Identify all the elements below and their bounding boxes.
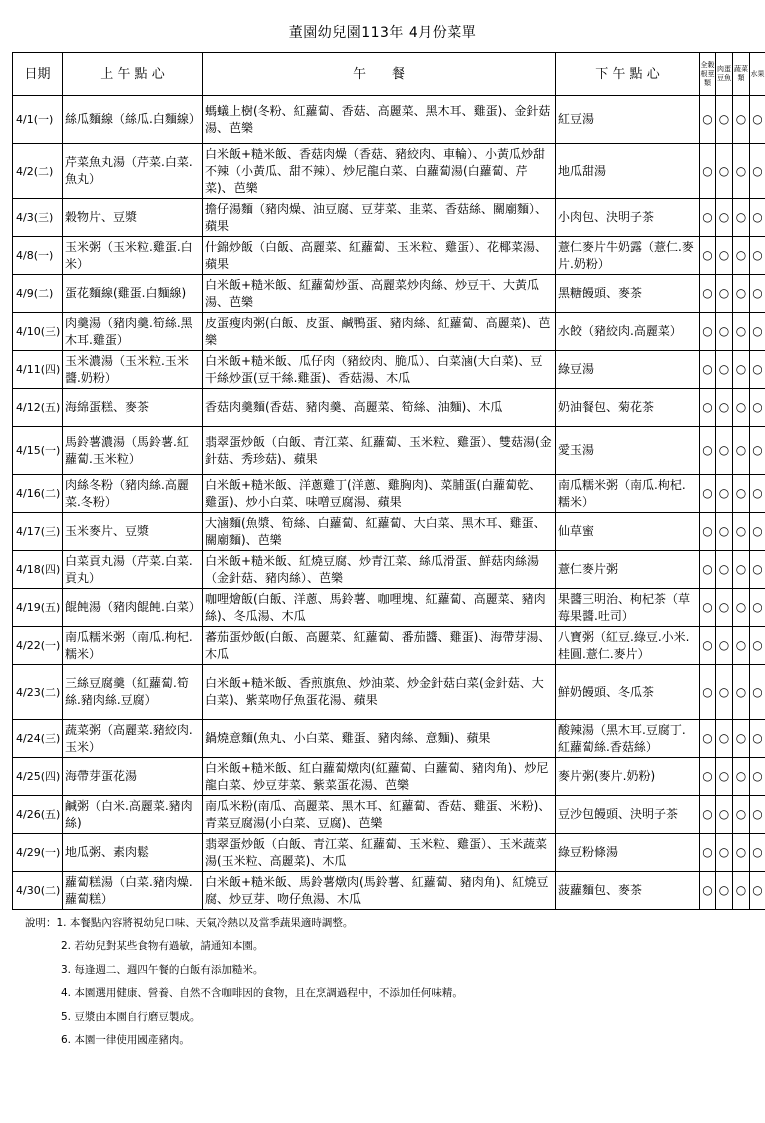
fruit-mark: ○: [750, 237, 765, 275]
menu-body: [13, 96, 765, 910]
fruit-mark: ○: [750, 627, 765, 665]
date-cell: 4/18(四): [13, 551, 63, 589]
morning-snack-cell: 地瓜粥、素肉鬆: [63, 834, 203, 872]
vegetables-mark: ○: [733, 96, 750, 144]
table-row: [13, 275, 765, 313]
table-row: [13, 589, 765, 627]
lunch-cell: 皮蛋瘦肉粥(白飯、皮蛋、鹹鴨蛋、豬肉絲、紅蘿蔔、高麗菜)、芭樂: [203, 313, 556, 351]
vegetables-mark: ○: [733, 199, 750, 237]
protein-mark: ○: [716, 313, 733, 351]
morning-snack-cell: 三絲豆腐羹（紅蘿蔔.筍絲.豬肉絲.豆腐）: [63, 665, 203, 720]
fruit-mark: ○: [750, 834, 765, 872]
protein-mark: ○: [716, 199, 733, 237]
protein-mark: ○: [716, 475, 733, 513]
grains-mark: ○: [700, 237, 716, 275]
table-row: [13, 96, 765, 144]
date-cell: 4/10(三): [13, 313, 63, 351]
date-cell: 4/3(三): [13, 199, 63, 237]
header-afternoon-snack: 下 午 點 心: [556, 53, 700, 96]
date-cell: 4/23(二): [13, 665, 63, 720]
grains-mark: ○: [700, 144, 716, 199]
grains-mark: ○: [700, 389, 716, 427]
afternoon-snack-cell: 薏仁麥片粥: [556, 551, 700, 589]
table-row: [13, 665, 765, 720]
lunch-cell: 白米飯+糙米飯、紅燒豆腐、炒青江菜、絲瓜滑蛋、鮮菇肉絲湯（金針菇、豬肉絲）、芭樂: [203, 551, 556, 589]
lunch-cell: 鍋燒意麵(魚丸、小白菜、雞蛋、豬肉絲、意麵)、蘋果: [203, 720, 556, 758]
header-morning-snack: 上 午 點 心: [63, 53, 203, 96]
fruit-mark: ○: [750, 551, 765, 589]
header-fruit: 水果: [750, 53, 765, 96]
morning-snack-cell: 玉米粥（玉米粒.雞蛋.白米）: [63, 237, 203, 275]
lunch-cell: 白米飯+糙米飯、香菇肉燥（香菇、豬絞肉、車輪）、小黃瓜炒甜不辣（小黃瓜、甜不辣）、炒尼龍白菜、白蘿蔔湯(白蘿蔔、芹菜)、芭樂: [203, 144, 556, 199]
protein-mark: ○: [716, 589, 733, 627]
vegetables-mark: ○: [733, 589, 750, 627]
morning-snack-cell: 穀物片、豆漿: [63, 199, 203, 237]
fruit-mark: ○: [750, 475, 765, 513]
header-protein: 肉蛋豆魚: [716, 53, 733, 96]
morning-snack-cell: 蘿蔔糕湯（白菜.豬肉燥.蘿蔔糕）: [63, 872, 203, 910]
protein-mark: ○: [716, 96, 733, 144]
fruit-mark: ○: [750, 589, 765, 627]
vegetables-mark: ○: [733, 627, 750, 665]
lunch-cell: 咖哩燴飯(白飯、洋蔥、馬鈴薯、咖哩塊、紅蘿蔔、高麗菜、豬肉絲)、冬瓜湯、木瓜: [203, 589, 556, 627]
lunch-cell: 白米飯+糙米飯、瓜仔肉（豬絞肉、脆瓜）、白菜滷(大白菜)、豆干絲炒蛋(豆干絲.雞蛋)、香菇湯、木瓜: [203, 351, 556, 389]
afternoon-snack-cell: 酸辣湯（黑木耳.豆腐丁.紅蘿蔔絲.香菇絲）: [556, 720, 700, 758]
lunch-cell: 白米飯+糙米飯、紅白蘿蔔燉肉(紅蘿蔔、白蘿蔔、豬肉角)、炒尼龍白菜、炒豆芽菜、紫菜蛋花湯、芭樂: [203, 758, 556, 796]
fruit-mark: ○: [750, 665, 765, 720]
protein-mark: ○: [716, 351, 733, 389]
morning-snack-cell: 絲瓜麵線（絲瓜.白麵線）: [63, 96, 203, 144]
protein-mark: ○: [716, 513, 733, 551]
morning-snack-cell: 白菜貢丸湯（芹菜.白菜.貢丸）: [63, 551, 203, 589]
table-row: [13, 551, 765, 589]
afternoon-snack-cell: 紅豆湯: [556, 96, 700, 144]
fruit-mark: ○: [750, 720, 765, 758]
grains-mark: ○: [700, 834, 716, 872]
protein-mark: ○: [716, 237, 733, 275]
grains-mark: ○: [700, 551, 716, 589]
fruit-mark: ○: [750, 313, 765, 351]
morning-snack-cell: 玉米濃湯（玉米粒.玉米醬.奶粉）: [63, 351, 203, 389]
note-item: 3. 每逢週二、週四午餐的白飯有添加糙米。: [61, 963, 264, 976]
lunch-cell: 大滷麵(魚漿、筍絲、白蘿蔔、紅蘿蔔、大白菜、黑木耳、雞蛋、關廟麵)、芭樂: [203, 513, 556, 551]
morning-snack-cell: 蔬菜粥（高麗菜.豬絞肉.玉米）: [63, 720, 203, 758]
header-date: 日期: [13, 53, 63, 96]
protein-mark: ○: [716, 389, 733, 427]
fruit-mark: ○: [750, 427, 765, 475]
grains-mark: ○: [700, 475, 716, 513]
header-grains: 全穀根莖類: [700, 53, 716, 96]
grains-mark: ○: [700, 627, 716, 665]
date-cell: 4/8(一): [13, 237, 63, 275]
morning-snack-cell: 馬鈴薯濃湯（馬鈴薯.紅蘿蔔.玉米粒）: [63, 427, 203, 475]
afternoon-snack-cell: 豆沙包饅頭、決明子茶: [556, 796, 700, 834]
afternoon-snack-cell: 綠豆湯: [556, 351, 700, 389]
table-row: [13, 627, 765, 665]
menu-table: [12, 52, 765, 910]
morning-snack-cell: 鹹粥（白米.高麗菜.豬肉絲): [63, 796, 203, 834]
grains-mark: ○: [700, 872, 716, 910]
page-title: 董園幼兒園113年 4月份菜單: [288, 25, 477, 41]
grains-mark: ○: [700, 313, 716, 351]
fruit-mark: ○: [750, 758, 765, 796]
vegetables-mark: ○: [733, 872, 750, 910]
date-cell: 4/26(五): [13, 796, 63, 834]
date-cell: 4/22(一): [13, 627, 63, 665]
afternoon-snack-cell: 薏仁麥片牛奶露（薏仁.麥片.奶粉）: [556, 237, 700, 275]
vegetables-mark: ○: [733, 275, 750, 313]
protein-mark: ○: [716, 758, 733, 796]
vegetables-mark: ○: [733, 313, 750, 351]
vegetables-mark: ○: [733, 427, 750, 475]
note-item: 1. 本餐點內容將視幼兒口味、天氣冷熱以及當季蔬果適時調整。: [56, 917, 354, 929]
date-cell: 4/19(五): [13, 589, 63, 627]
date-cell: 4/11(四): [13, 351, 63, 389]
afternoon-snack-cell: 黑糖饅頭、麥茶: [556, 275, 700, 313]
lunch-cell: 白米飯+糙米飯、香煎旗魚、炒油菜、炒金針菇白菜(金針菇、大白菜)、紫菜吻仔魚蛋花湯、蘋果: [203, 665, 556, 720]
vegetables-mark: ○: [733, 389, 750, 427]
note-item: 6. 本園一律使用國產豬肉。: [61, 1034, 190, 1047]
table-row: [13, 834, 765, 872]
table-row: [13, 720, 765, 758]
vegetables-mark: ○: [733, 144, 750, 199]
date-cell: 4/30(二): [13, 872, 63, 910]
vegetables-mark: ○: [733, 834, 750, 872]
date-cell: 4/24(三): [13, 720, 63, 758]
morning-snack-cell: 肉絲冬粉（豬肉絲.高麗菜.冬粉）: [63, 475, 203, 513]
lunch-cell: 螞蟻上樹(冬粉、紅蘿蔔、香菇、高麗菜、黑木耳、雞蛋)、金針菇湯、芭樂: [203, 96, 556, 144]
morning-snack-cell: 南瓜糯米粥（南瓜.枸杞.糯米）: [63, 627, 203, 665]
afternoon-snack-cell: 綠豆粉條湯: [556, 834, 700, 872]
table-row: [13, 313, 765, 351]
table-row: [13, 144, 765, 199]
fruit-mark: ○: [750, 144, 765, 199]
date-cell: 4/29(一): [13, 834, 63, 872]
note-item: 4. 本園選用健康、營養、自然不含咖啡因的食物，且在烹調過程中，不添加任何味精。: [61, 987, 463, 1000]
vegetables-mark: ○: [733, 237, 750, 275]
morning-snack-cell: 海帶芽蛋花湯: [63, 758, 203, 796]
afternoon-snack-cell: 鮮奶饅頭、冬瓜茶: [556, 665, 700, 720]
vegetables-mark: ○: [733, 475, 750, 513]
afternoon-snack-cell: 地瓜甜湯: [556, 144, 700, 199]
fruit-mark: ○: [750, 872, 765, 910]
morning-snack-cell: 蛋花麵線(雞蛋.白麵線): [63, 275, 203, 313]
notes-section: [25, 912, 463, 1052]
table-row: [13, 389, 765, 427]
table-row: [13, 796, 765, 834]
fruit-mark: ○: [750, 513, 765, 551]
afternoon-snack-cell: 南瓜糯米粥（南瓜.枸杞.糯米）: [556, 475, 700, 513]
table-row: [13, 199, 765, 237]
date-cell: 4/15(一): [13, 427, 63, 475]
lunch-cell: 白米飯+糙米飯、洋蔥雞丁(洋蔥、雞胸肉)、菜脯蛋(白蘿蔔乾、雞蛋)、炒小白菜、味噌豆腐湯、蘋果: [203, 475, 556, 513]
afternoon-snack-cell: 水餃（豬絞肉.高麗菜）: [556, 313, 700, 351]
protein-mark: ○: [716, 275, 733, 313]
notes-label: 說明：: [25, 917, 57, 929]
header-vegetables: 蔬菜類: [733, 53, 750, 96]
vegetables-mark: ○: [733, 351, 750, 389]
morning-snack-cell: 玉米麥片、豆漿: [63, 513, 203, 551]
fruit-mark: ○: [750, 389, 765, 427]
table-header-row: [13, 53, 765, 96]
protein-mark: ○: [716, 872, 733, 910]
grains-mark: ○: [700, 351, 716, 389]
table-row: [13, 475, 765, 513]
lunch-cell: 翡翠蛋炒飯（白飯、青江菜、紅蘿蔔、玉米粒、雞蛋）、玉米蔬菜湯(玉米粒、高麗菜)、木瓜: [203, 834, 556, 872]
vegetables-mark: ○: [733, 758, 750, 796]
grains-mark: ○: [700, 199, 716, 237]
afternoon-snack-cell: 愛玉湯: [556, 427, 700, 475]
date-cell: 4/2(二): [13, 144, 63, 199]
afternoon-snack-cell: 果醬三明治、枸杞茶（草莓果醬.吐司）: [556, 589, 700, 627]
note-item: 5. 豆漿由本園自行磨豆製成。: [61, 1010, 201, 1023]
afternoon-snack-cell: 奶油餐包、菊花茶: [556, 389, 700, 427]
vegetables-mark: ○: [733, 796, 750, 834]
grains-mark: ○: [700, 275, 716, 313]
grains-mark: ○: [700, 427, 716, 475]
fruit-mark: ○: [750, 351, 765, 389]
afternoon-snack-cell: 八寶粥（紅豆.綠豆.小米.桂圓.薏仁.麥片）: [556, 627, 700, 665]
grains-mark: ○: [700, 720, 716, 758]
morning-snack-cell: 肉羹湯（豬肉羹.筍絲.黑木耳.雞蛋）: [63, 313, 203, 351]
date-cell: 4/16(二): [13, 475, 63, 513]
lunch-cell: 南瓜米粉(南瓜、高麗菜、黑木耳、紅蘿蔔、香菇、雞蛋、米粉)、青菜豆腐湯(小白菜、豆腐)、芭樂: [203, 796, 556, 834]
protein-mark: ○: [716, 796, 733, 834]
morning-snack-cell: 海綿蛋糕、麥茶: [63, 389, 203, 427]
protein-mark: ○: [716, 551, 733, 589]
protein-mark: ○: [716, 665, 733, 720]
date-cell: 4/25(四): [13, 758, 63, 796]
table-row: [13, 513, 765, 551]
morning-snack-cell: 芹菜魚丸湯（芹菜.白菜.魚丸）: [63, 144, 203, 199]
afternoon-snack-cell: 小肉包、決明子茶: [556, 199, 700, 237]
lunch-cell: 什錦炒飯（白飯、高麗菜、紅蘿蔔、玉米粒、雞蛋）、花椰菜湯、蘋果: [203, 237, 556, 275]
vegetables-mark: ○: [733, 720, 750, 758]
date-cell: 4/12(五): [13, 389, 63, 427]
grains-mark: ○: [700, 796, 716, 834]
fruit-mark: ○: [750, 96, 765, 144]
afternoon-snack-cell: 菠蘿麵包、麥茶: [556, 872, 700, 910]
vegetables-mark: ○: [733, 665, 750, 720]
lunch-cell: 白米飯+糙米飯、馬鈴薯燉肉(馬鈴薯、紅蘿蔔、豬肉角)、紅燒豆腐、炒豆芽、吻仔魚湯、木瓜: [203, 872, 556, 910]
lunch-cell: 翡翠蛋炒飯（白飯、青江菜、紅蘿蔔、玉米粒、雞蛋）、雙菇湯(金針菇、秀珍菇)、蘋果: [203, 427, 556, 475]
table-row: [13, 872, 765, 910]
table-row: [13, 427, 765, 475]
fruit-mark: ○: [750, 796, 765, 834]
fruit-mark: ○: [750, 275, 765, 313]
grains-mark: ○: [700, 758, 716, 796]
lunch-cell: 香菇肉羹麵(香菇、豬肉羹、高麗菜、筍絲、油麵)、木瓜: [203, 389, 556, 427]
header-lunch: 午 餐: [203, 53, 556, 96]
vegetables-mark: ○: [733, 551, 750, 589]
lunch-cell: 蕃茄蛋炒飯(白飯、高麗菜、紅蘿蔔、番茄醬、雞蛋)、海帶芽湯、木瓜: [203, 627, 556, 665]
protein-mark: ○: [716, 144, 733, 199]
table-row: [13, 758, 765, 796]
protein-mark: ○: [716, 834, 733, 872]
lunch-cell: 擔仔湯麵（豬肉燥、油豆腐、豆芽菜、韭菜、香菇絲、關廟麵）、蘋果: [203, 199, 556, 237]
afternoon-snack-cell: 麥片粥(麥片.奶粉): [556, 758, 700, 796]
date-cell: 4/1(一): [13, 96, 63, 144]
afternoon-snack-cell: 仙草蜜: [556, 513, 700, 551]
date-cell: 4/9(二): [13, 275, 63, 313]
protein-mark: ○: [716, 627, 733, 665]
grains-mark: ○: [700, 589, 716, 627]
vegetables-mark: ○: [733, 513, 750, 551]
protein-mark: ○: [716, 427, 733, 475]
fruit-mark: ○: [750, 199, 765, 237]
grains-mark: ○: [700, 665, 716, 720]
morning-snack-cell: 餛飩湯（豬肉餛飩.白菜）: [63, 589, 203, 627]
grains-mark: ○: [700, 513, 716, 551]
table-row: [13, 237, 765, 275]
grains-mark: ○: [700, 96, 716, 144]
protein-mark: ○: [716, 720, 733, 758]
date-cell: 4/17(三): [13, 513, 63, 551]
lunch-cell: 白米飯+糙米飯、紅蘿蔔炒蛋、高麗菜炒肉絲、炒豆干、大黃瓜湯、芭樂: [203, 275, 556, 313]
note-item: 2. 若幼兒對某些食物有過敏，請通知本園。: [61, 940, 264, 953]
table-row: [13, 351, 765, 389]
